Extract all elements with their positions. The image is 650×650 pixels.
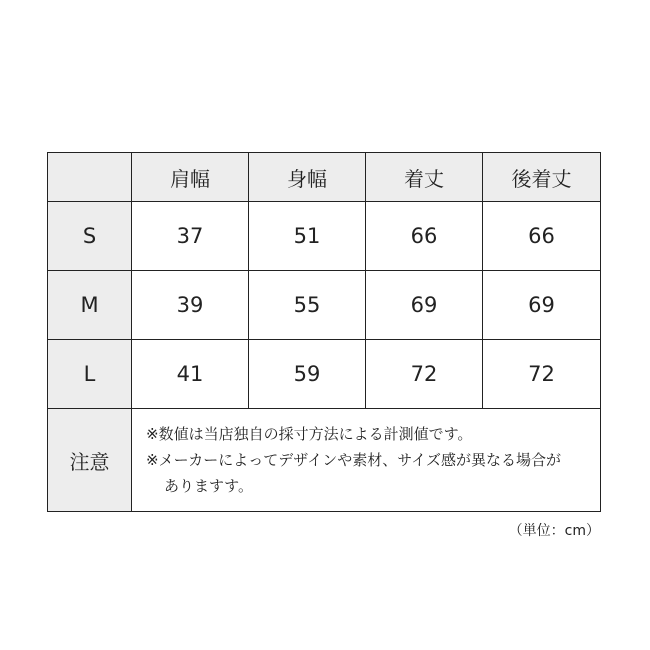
table-cell: 72 (366, 340, 483, 409)
table-cell: 41 (132, 340, 249, 409)
table-cell: 66 (483, 202, 601, 271)
table-cell: 66 (366, 202, 483, 271)
header-corner (48, 153, 132, 202)
table-cell: 59 (249, 340, 366, 409)
header-back-length: 後着丈 (483, 153, 601, 202)
table-cell: 72 (483, 340, 601, 409)
size-label: M (48, 271, 132, 340)
header-shoulder-width: 肩幅 (132, 153, 249, 202)
table-cell: 39 (132, 271, 249, 340)
size-label: S (48, 202, 132, 271)
table-row (48, 271, 601, 340)
header-row (48, 153, 601, 202)
table-row (48, 202, 601, 271)
header-body-width: 身幅 (249, 153, 366, 202)
unit-label: （単位：cm） (508, 523, 600, 539)
table-cell: 69 (483, 271, 601, 340)
table-cell: 55 (249, 271, 366, 340)
note-line: ※数値は当店独自の採寸方法による計測値です。 (146, 425, 473, 443)
note-label: 注意 (48, 409, 132, 512)
size-label: L (48, 340, 132, 409)
header-length: 着丈 (366, 153, 483, 202)
note-text (132, 409, 601, 512)
size-chart-table (47, 152, 601, 512)
table-cell: 51 (249, 202, 366, 271)
table-cell: 37 (132, 202, 249, 271)
note-row (48, 409, 601, 512)
note-line: ※メーカーによってデザインや素材、サイズ感が異なる場合が (146, 451, 562, 469)
note-line: ありますす。 (164, 477, 253, 495)
table-cell: 69 (366, 271, 483, 340)
table-row (48, 340, 601, 409)
